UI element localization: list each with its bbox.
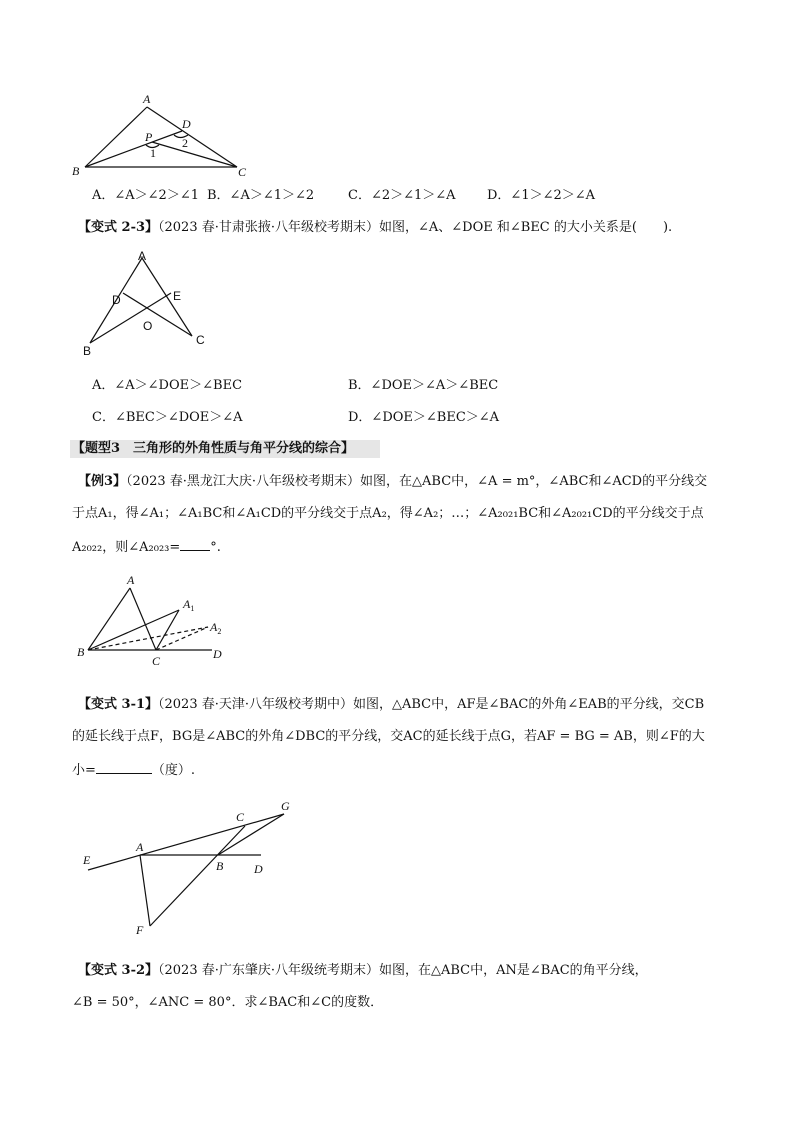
v31-text-1: （2023 春·天津·八年级校考期中）如图，△ABC中，AF是∠BAC的外角∠EAB的平分线，交CB [158,697,705,712]
label-g: G [281,799,290,813]
v23-tag: 【变式 2-3】 [78,220,159,235]
label-a: A [143,92,151,106]
label-d: D [112,293,121,307]
label-angle-1: 1 [150,146,156,160]
q0-option-d[interactable]: D．∠1＞∠2＞∠A [487,188,596,203]
q0-option-b[interactable]: B．∠A＞∠1＞∠2 [207,188,315,203]
segment-bd [85,131,182,167]
label-e: E [173,289,182,303]
q0-option-a[interactable]: A．∠A＞∠2＞∠1 [92,188,199,203]
segment-bg [218,814,284,855]
ex3-text-3b: °. [210,540,221,555]
ex3-answer-blank[interactable] [180,537,210,551]
label-b: B [77,645,85,659]
segment-be [90,293,171,343]
segment-ca2 [156,627,208,650]
label-a: A [138,249,147,263]
v23-option-a[interactable]: A．∠A＞∠DOE＞∠BEC [92,378,243,393]
ex3-text-3a: A₂₀₂₂，则∠A₂₀₂₃= [72,540,181,555]
q0-option-c[interactable]: C．∠2＞∠1＞∠A [348,188,456,203]
label-a1: $A_1$ [183,597,195,613]
v31-line2: 的延长线于点F，BG是∠ABC的外角∠DBC的平分线，交AC的延长线于点G，若AF = BG = AB，则∠F的大 [72,729,705,744]
figure-triangle-doe [75,248,225,360]
figure-exterior-bisectors [78,796,298,938]
ex3-line3 [72,537,221,557]
figure-triangle-abc-point-p [70,90,270,182]
label-p: P [145,130,153,144]
segment-af [140,855,150,926]
label-b: B [83,344,92,358]
v32-line2: ∠B = 50°，∠ANC = 80°．求∠BAC和∠C的度数． [72,995,384,1010]
v32-line1 [78,962,648,980]
label-c: C [238,165,247,179]
v31-line3 [72,760,195,780]
segment-cd [123,293,192,336]
label-d: D [254,862,263,876]
ex3-tag: 【例3】 [78,474,127,489]
v32-tag: 【变式 3-2】 [78,963,159,978]
v23-option-d[interactable]: D．∠DOE＞∠BEC＞∠A [348,410,500,425]
v23-option-c[interactable]: C．∠BEC＞∠DOE＞∠A [92,410,243,425]
v32-text-1: （2023 春·广东肇庆·八年级统考期末）如图，在△ABC中，AN是∠BAC的角平分线， [158,963,648,978]
label-f: F [136,923,144,937]
v31-answer-blank[interactable] [96,760,152,774]
section3-title: 【题型3 三角形的外角性质与角平分线的综合】 [72,441,355,456]
label-a: A [136,840,144,854]
label-a2: $A_2$ [210,620,222,636]
label-c: C [152,654,161,668]
v23-option-b[interactable]: B．∠DOE＞∠A＞∠BEC [348,378,499,393]
segment-ac [147,107,237,167]
label-angle-2: 2 [182,136,188,150]
v31-line1 [78,696,704,714]
segment-fc [150,826,245,926]
ex3-line2: 于点A₁，得∠A₁；∠A₁BC和∠A₁CD的平分线交于点A₂，得∠A₂；…；∠A₂₀₂₁BC和∠A₂₀₂₁CD的平分线交于点 [72,506,704,521]
ex3-line1 [78,473,707,491]
segment-ab [85,107,147,167]
v23-question [78,219,672,237]
v31-tag: 【变式 3-1】 [78,697,159,712]
label-c: C [236,810,245,824]
segment-ac [130,588,156,650]
label-b: B [72,164,80,178]
label-e: E [83,853,91,867]
v31-text-3b: （度）. [151,763,196,778]
label-d: D [213,647,222,661]
v31-text-3a: 小= [72,763,96,778]
segment-pc [152,142,237,167]
label-c: C [196,333,205,347]
label-o: O [143,319,153,333]
label-a: A [127,573,135,587]
label-d: D [182,117,191,131]
ex3-text-1: （2023 春·黑龙江大庆·八年级校考期末）如图，在△ABC中，∠A = m°，∠ABC和∠ACD的平分线交 [126,474,708,489]
v23-text: （2023 春·甘肃张掖·八年级校考期末）如图，∠A、∠DOE 和∠BEC 的大小关系是( ). [158,220,673,235]
label-b: B [216,859,224,873]
figure-bisector-sequence [72,572,242,672]
segment-ca1 [156,610,179,650]
